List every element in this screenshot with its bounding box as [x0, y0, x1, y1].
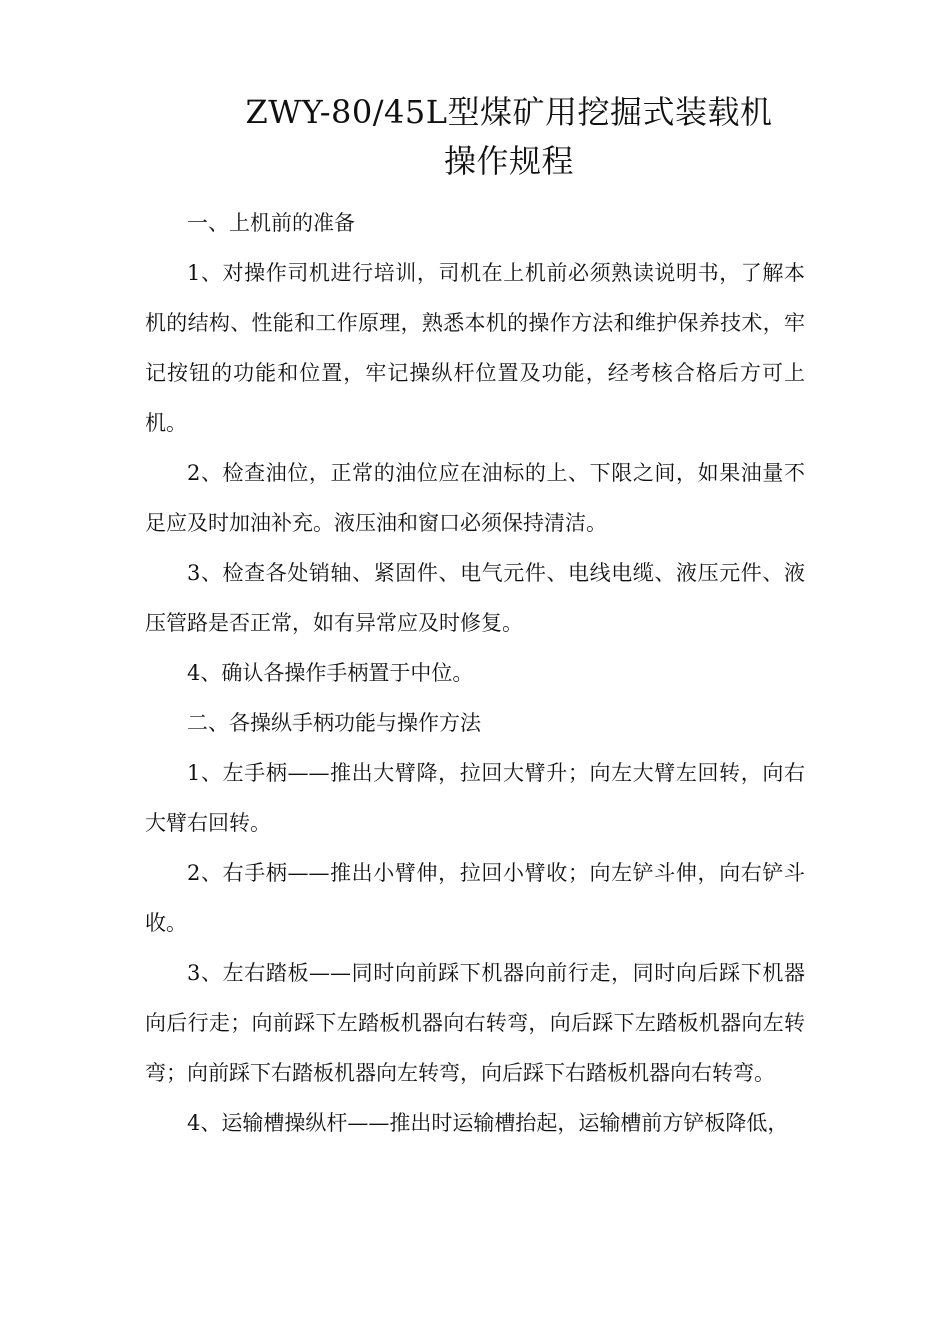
paragraph-right-handle: 2、右手柄——推出小臂伸，拉回小臂收；向左铲斗伸，向右铲斗收。 — [145, 861, 805, 935]
paragraph-training: 1、对操作司机进行培训，司机在上机前必须熟读说明书，了解本机的结构、性能和工作原理，熟悉本机的操作方法和维护保养技术，牢记按钮的功能和位置，牢记操纵杆位置及功能，经考核合格后方可上机。 — [145, 261, 805, 435]
document-body — [145, 198, 805, 1148]
document-title-line-1: ZWY-80/45L型煤矿用挖掘式装载机 — [245, 93, 773, 131]
paragraph-oil-level: 2、检查油位，正常的油位应在油标的上、下限之间，如果油量不足应及时加油补充。液压油和窗口必须保持清洁。 — [145, 461, 805, 535]
paragraph-left-handle: 1、左手柄——推出大臂降，拉回大臂升；向左大臂左回转，向右大臂右回转。 — [145, 761, 805, 835]
paragraph-neutral-handles: 4、确认各操作手柄置于中位。 — [187, 661, 474, 685]
section-heading-handle-functions: 二、各操纵手柄功能与操作方法 — [187, 711, 481, 735]
paragraph-pedals: 3、左右踏板——同时向前踩下机器向前行走，同时向后踩下机器向后行走；向前踩下左踏板机器向右转弯，向后踩下左踏板机器向左转弯；向前踩下右踏板机器向左转弯，向后踩下右踏板机器向右转弯。 — [145, 961, 805, 1085]
paragraph-conveyor-lever: 4、运输槽操纵杆——推出时运输槽抬起，运输槽前方铲板降低， — [187, 1111, 789, 1135]
document-title-line-2: 操作规程 — [443, 142, 574, 180]
section-heading-preparation: 一、上机前的准备 — [187, 211, 355, 235]
paragraph-inspection: 3、检查各处销轴、紧固件、电气元件、电线电缆、液压元件、液压管路是否正常，如有异常应及时修复。 — [145, 561, 805, 635]
